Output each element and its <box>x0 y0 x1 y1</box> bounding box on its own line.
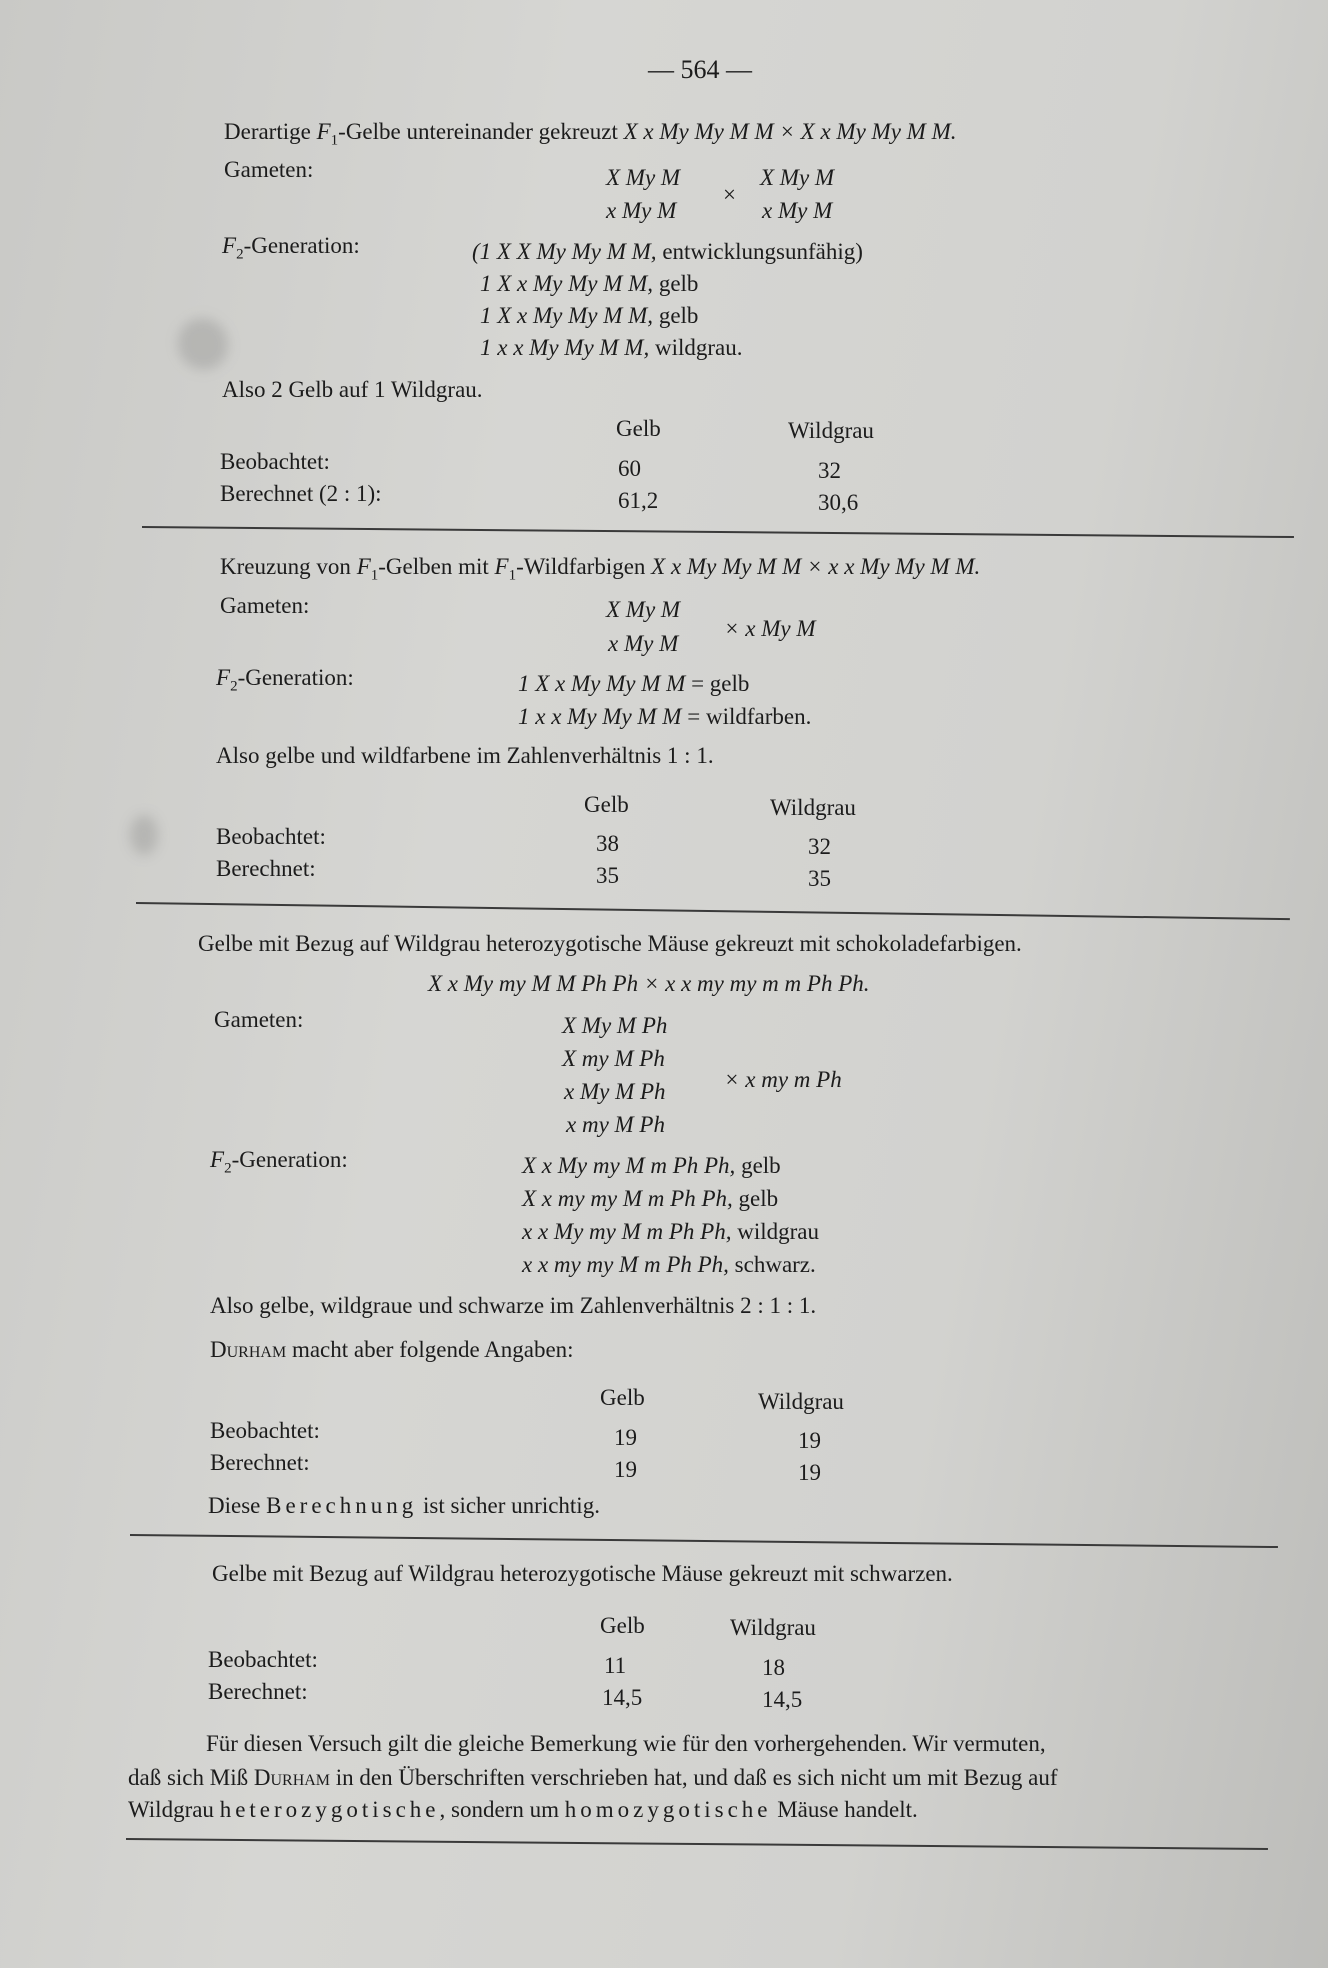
s4-p3-c: , sondern um <box>439 1797 565 1822</box>
s2-f2-row-2-formula: 1 x x My My M M <box>518 704 682 729</box>
divider-2 <box>136 902 1290 920</box>
s4-paragraph-line-2 <box>128 1764 1058 1792</box>
s3-durham-line <box>210 1336 574 1364</box>
s2-gameten-label: Gameten: <box>220 593 310 618</box>
s2-f-symbol-1: F <box>356 554 371 579</box>
s1-f2-row-3 <box>480 302 698 330</box>
s3-f2-row-1-text: gelb <box>735 1153 781 1178</box>
s3-gamete-4: x my M Ph <box>566 1112 665 1137</box>
s2-row-computed-wildgrau: 35 <box>808 866 831 891</box>
s1-f2-row-2-text: gelb <box>653 271 699 296</box>
s3-f2-label-text: -Generation: <box>231 1147 348 1172</box>
s4-paragraph-line-1: Für diesen Versuch gilt die gleiche Bemerkung wie für den vorhergehenden. Wir vermuten, <box>206 1731 1046 1756</box>
s3-durham-name: Durham <box>210 1337 287 1362</box>
s4-col-gelb: Gelb <box>600 1613 645 1638</box>
s1-gamete-cross: × <box>723 182 736 207</box>
s1-heading-text: Derartige <box>224 119 317 144</box>
s2-f2-symbol: F <box>216 665 231 690</box>
s4-row-observed-gelb: 11 <box>604 1653 627 1678</box>
s1-f2-row-4 <box>480 334 743 362</box>
s1-gameten-label: Gameten: <box>224 157 314 182</box>
s1-f2-symbol: F <box>222 233 237 258</box>
s3-f2-label <box>210 1146 348 1183</box>
s1-f2-label-text: -Generation: <box>243 233 360 258</box>
s3-f2-row-3-text: wildgrau <box>731 1219 819 1244</box>
s2-f-subscript-2: 1 <box>508 567 517 584</box>
s2-f2-label <box>216 664 354 701</box>
s1-gamete-2: x My M <box>606 198 677 223</box>
s2-f2-row-1-text: = gelb <box>685 671 750 696</box>
s2-heading <box>220 553 980 590</box>
s4-p3-heterozygotische: heterozygotische <box>219 1797 440 1822</box>
s2-f-symbol-2: F <box>494 554 509 579</box>
page-number: — 564 — <box>648 55 752 84</box>
s3-row-computed-label: Berechnet: <box>210 1450 310 1475</box>
s2-f-subscript-1: 1 <box>370 567 379 584</box>
s2-conclusion: Also gelbe und wildfarbene im Zahlenverhältnis 1 : 1. <box>216 743 714 768</box>
s3-col-gelb: Gelb <box>600 1385 645 1410</box>
s1-f2-row-3-text: gelb <box>653 303 699 328</box>
s4-heading: Gelbe mit Bezug auf Wildgrau heterozygotische Mäuse gekreuzt mit schwarzen. <box>212 1561 953 1586</box>
s1-row-computed-gelb: 61,2 <box>618 488 659 513</box>
s1-f2-row-3-formula: 1 X x My My M M, <box>480 303 654 328</box>
s1-f-symbol: F <box>316 119 331 144</box>
s3-note-c: ist sicher unrichtig. <box>417 1493 600 1518</box>
s1-f2-subscript: 2 <box>236 246 244 263</box>
s3-f2-row-4 <box>522 1251 816 1279</box>
s4-p2-b: in den Überschriften verschrieben hat, und daß es sich nicht um mit Bezug auf <box>330 1765 1058 1790</box>
s3-row-computed-wildgrau: 19 <box>798 1460 821 1485</box>
s4-paragraph-line-3 <box>128 1796 918 1824</box>
s3-f2-row-4-text: schwarz. <box>728 1252 816 1277</box>
s4-p3-homozygotische: homozygotische <box>564 1797 772 1822</box>
s1-heading <box>224 118 957 155</box>
s1-f2-row-4-text: wildgrau. <box>649 335 743 360</box>
s1-row-computed-wildgrau: 30,6 <box>818 490 859 515</box>
s1-col-gelb: Gelb <box>616 416 661 441</box>
s1-f2-row-1-formula: (1 X X My My M M, <box>472 239 657 264</box>
s3-row-observed-wildgrau: 19 <box>798 1428 821 1453</box>
s3-durham-rest: macht aber folgende Angaben: <box>286 1337 574 1362</box>
divider-3 <box>130 1534 1278 1548</box>
s1-row-observed-gelb: 60 <box>618 456 641 481</box>
s1-heading-text-2: -Gelbe untereinander gekreuzt <box>338 119 624 144</box>
paper-smudge <box>168 309 237 379</box>
s3-row-observed-label: Beobachtet: <box>210 1418 320 1443</box>
s3-f2-row-3-formula: x x My my M m Ph Ph, <box>522 1219 732 1244</box>
s1-f-subscript: 1 <box>330 132 339 149</box>
s2-row-observed-label: Beobachtet: <box>216 824 326 849</box>
s2-col-wildgrau: Wildgrau <box>770 795 856 820</box>
s3-conclusion: Also gelbe, wildgraue und schwarze im Zahlenverhältnis 2 : 1 : 1. <box>210 1293 817 1318</box>
s3-heading: Gelbe mit Bezug auf Wildgrau heterozygotische Mäuse gekreuzt mit schokoladefarbigen. <box>198 931 1022 956</box>
s3-col-wildgrau: Wildgrau <box>758 1389 844 1414</box>
s1-conclusion: Also 2 Gelb auf 1 Wildgrau. <box>222 377 483 402</box>
s2-f2-row-1-formula: 1 X x My My M M <box>518 671 686 696</box>
s4-p3-e: Mäuse handelt. <box>771 1797 918 1822</box>
s2-f2-row-2-text: = wildfarben. <box>681 704 812 729</box>
s2-f2-row-2 <box>518 703 811 731</box>
s1-f2-row-2 <box>480 270 698 298</box>
s3-gamete-right: × x my m Ph <box>724 1067 842 1092</box>
s1-gamete-3: X My M <box>760 165 835 190</box>
s3-f2-row-4-formula: x x my my M m Ph Ph, <box>522 1252 729 1277</box>
s3-gamete-2: X my M Ph <box>562 1046 665 1071</box>
s3-cross-formula: X x My my M M Ph Ph × x x my my m m Ph Ph. <box>428 971 870 996</box>
s3-note-a: Diese <box>208 1493 267 1518</box>
s3-f2-row-1-formula: X x My my M m Ph Ph, <box>522 1153 736 1178</box>
s3-gameten-label: Gameten: <box>214 1007 304 1032</box>
s2-heading-text-3: -Wildfarbigen <box>516 554 652 579</box>
s3-f2-subscript: 2 <box>224 1160 232 1177</box>
s4-p2-durham: Durham <box>253 1765 331 1790</box>
s3-row-computed-gelb: 19 <box>614 1457 637 1482</box>
s2-cross-formula: X x My My M M × x x My My M M. <box>651 554 981 579</box>
s2-gamete-right: × x My M <box>724 616 816 641</box>
s2-gamete-2: x My M <box>608 631 679 656</box>
s1-gamete-4: x My M <box>762 198 833 223</box>
s2-col-gelb: Gelb <box>584 792 629 817</box>
s3-note-spaced: Berechnung <box>266 1493 418 1518</box>
s1-cross-formula: X x My My M M × X x My My M M. <box>623 119 957 144</box>
s2-gamete-1: X My M <box>606 597 681 622</box>
s4-col-wildgrau: Wildgrau <box>730 1615 816 1640</box>
s4-row-observed-wildgrau: 18 <box>762 1655 785 1680</box>
s1-f2-row-4-formula: 1 x x My My M M, <box>480 335 650 360</box>
s2-f2-row-1 <box>518 670 749 698</box>
s3-f2-row-2-formula: X x my my M m Ph Ph, <box>522 1186 733 1211</box>
s3-f2-row-2 <box>522 1185 778 1213</box>
s2-row-observed-gelb: 38 <box>596 831 619 856</box>
s4-p2-a: daß sich Miß <box>128 1765 254 1790</box>
s1-f2-row-1-text: entwicklungsunfähig) <box>656 239 863 264</box>
s2-heading-text-2: -Gelben mit <box>378 554 495 579</box>
s3-f2-symbol: F <box>210 1147 225 1172</box>
s2-row-computed-label: Berechnet: <box>216 856 316 881</box>
s3-f2-row-2-text: gelb <box>732 1186 779 1211</box>
s1-f2-row-1 <box>472 238 863 266</box>
s3-f2-row-3 <box>522 1218 819 1246</box>
s3-gamete-1: X My M Ph <box>562 1013 668 1038</box>
s3-f2-row-1 <box>522 1152 781 1180</box>
s3-row-observed-gelb: 19 <box>614 1425 637 1450</box>
paper-smudge <box>130 815 158 855</box>
s1-row-observed-wildgrau: 32 <box>818 458 841 483</box>
s1-col-wildgrau: Wildgrau <box>788 418 874 443</box>
s1-f2-row-2-formula: 1 X x My My M M, <box>480 271 654 296</box>
s2-row-observed-wildgrau: 32 <box>808 834 831 859</box>
divider-1 <box>142 526 1294 538</box>
s2-f2-label-text: -Generation: <box>237 665 354 690</box>
s4-row-computed-wildgrau: 14,5 <box>762 1687 803 1712</box>
s4-row-computed-gelb: 14,5 <box>602 1685 643 1710</box>
divider-4 <box>126 1838 1268 1850</box>
s3-note <box>208 1492 600 1520</box>
s1-row-observed-label: Beobachtet: <box>220 449 330 474</box>
s2-heading-text: Kreuzung von <box>220 554 357 579</box>
s1-f2-label <box>222 232 360 269</box>
s1-row-computed-label: Berechnet (2 : 1): <box>220 481 382 506</box>
s4-row-observed-label: Beobachtet: <box>208 1647 318 1672</box>
s2-row-computed-gelb: 35 <box>596 863 619 888</box>
s4-row-computed-label: Berechnet: <box>208 1679 308 1704</box>
s3-gamete-3: x My M Ph <box>564 1079 666 1104</box>
s2-f2-subscript: 2 <box>230 678 238 695</box>
s4-p3-a: Wildgrau <box>128 1797 220 1822</box>
s1-gamete-1: X My M <box>606 165 681 190</box>
